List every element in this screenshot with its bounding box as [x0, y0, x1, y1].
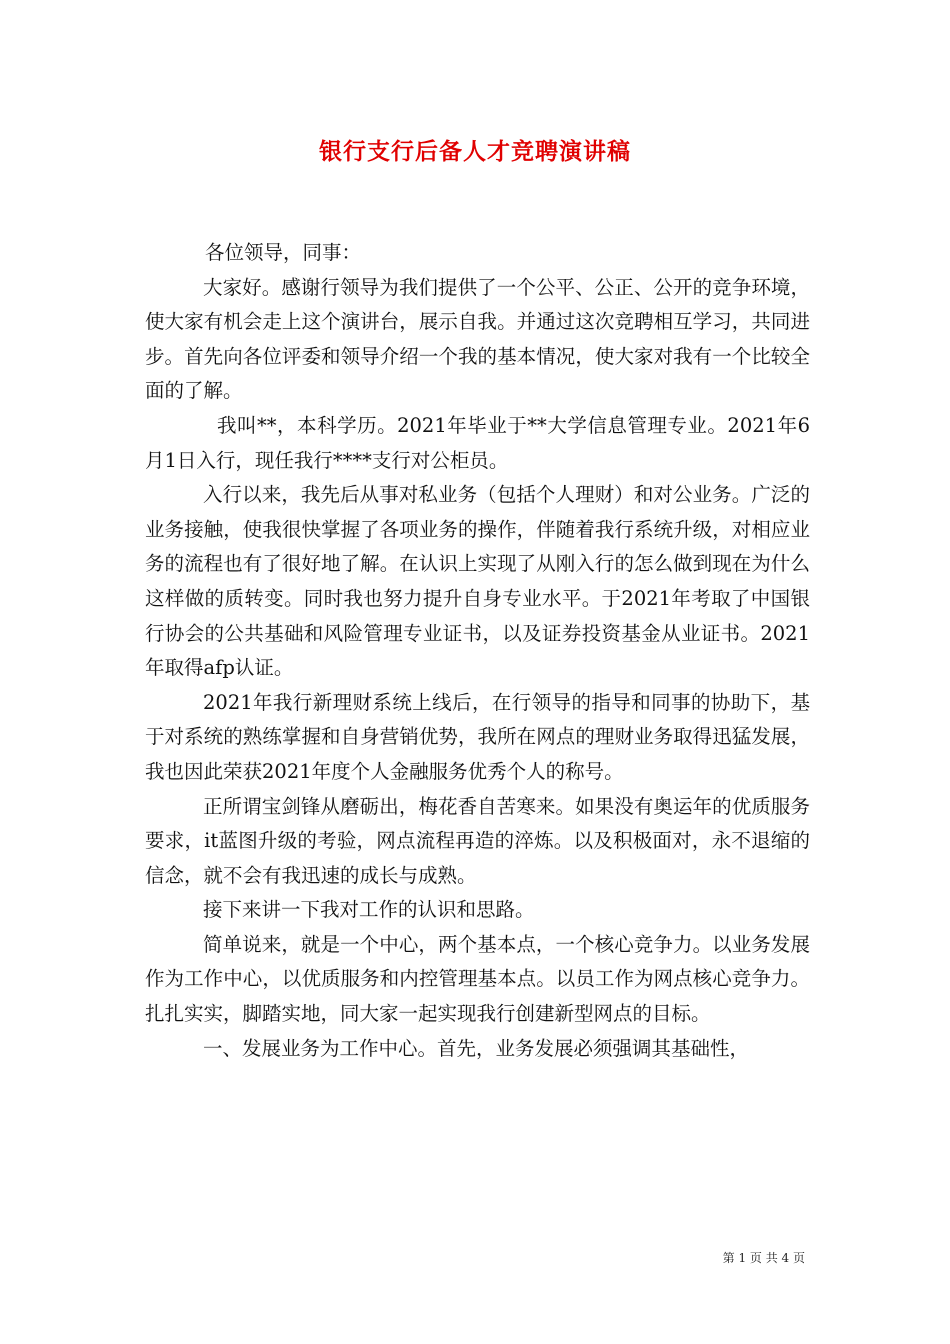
paragraph: 正所谓宝剑锋从磨砺出，梅花香自苦寒来。如果没有奥运年的优质服务要求，it蓝图升级的考验，网点流程再造的淬炼。以及积极面对，永不退缩的信念，就不会有我迅速的成长与成熟。	[145, 794, 810, 887]
greeting-line: 各位领导，同事：	[205, 241, 362, 264]
paragraph: 大家好。感谢行领导为我们提供了一个公平、公正、公开的竞争环境，使大家有机会走上这个演讲台，展示自我。并通过这次竞聘相互学习，共同进步。首先向各位评委和领导介绍一个我的基本情况，使大家对我有一个比较全面的了解。	[145, 275, 810, 403]
document-title: 银行支行后备人才竞聘演讲稿	[319, 138, 631, 165]
paragraph: 入行以来，我先后从事对私业务（包括个人理财）和对公业务。广泛的业务接触，使我很快掌握了各项业务的操作，伴随着我行系统升级，对相应业务的流程也有了很好地了解。在认识上实现了从刚入行的怎么做到现在为什么这样做的质转变。同时我也努力提升自身专业水平。于2021年考取了中国银行协会的公共基础和风险管理专业证书，以及证券投资基金从业证书。2021年取得afp认证。	[145, 483, 810, 680]
paragraph: 我叫**，本科学历。2021年毕业于**大学信息管理专业。2021年6月1日入行，现任我行****支行对公柜员。	[145, 413, 810, 472]
paragraph: 接下来讲一下我对工作的认识和思路。	[203, 898, 535, 922]
paragraph: 2021年我行新理财系统上线后，在行领导的指导和同事的协助下，基于对系统的熟练掌握和自身营销优势，我所在网点的理财业务取得迅猛发展，我也因此荣获2021年度个人金融服务优秀个人的称号。	[145, 690, 810, 783]
document-body	[145, 236, 810, 1066]
page-number: 第 1 页 共 4 页	[722, 1251, 805, 1265]
paragraph: 简单说来，就是一个中心，两个基本点，一个核心竞争力。以业务发展作为工作中心，以优质服务和内控管理基本点。以员工作为网点核心竞争力。扎扎实实，脚踏实地，同大家一起实现我行创建新型网点的目标。	[145, 932, 810, 1026]
paragraph: 一、发展业务为工作中心。首先，业务发展必须强调其基础性，	[203, 1036, 750, 1060]
